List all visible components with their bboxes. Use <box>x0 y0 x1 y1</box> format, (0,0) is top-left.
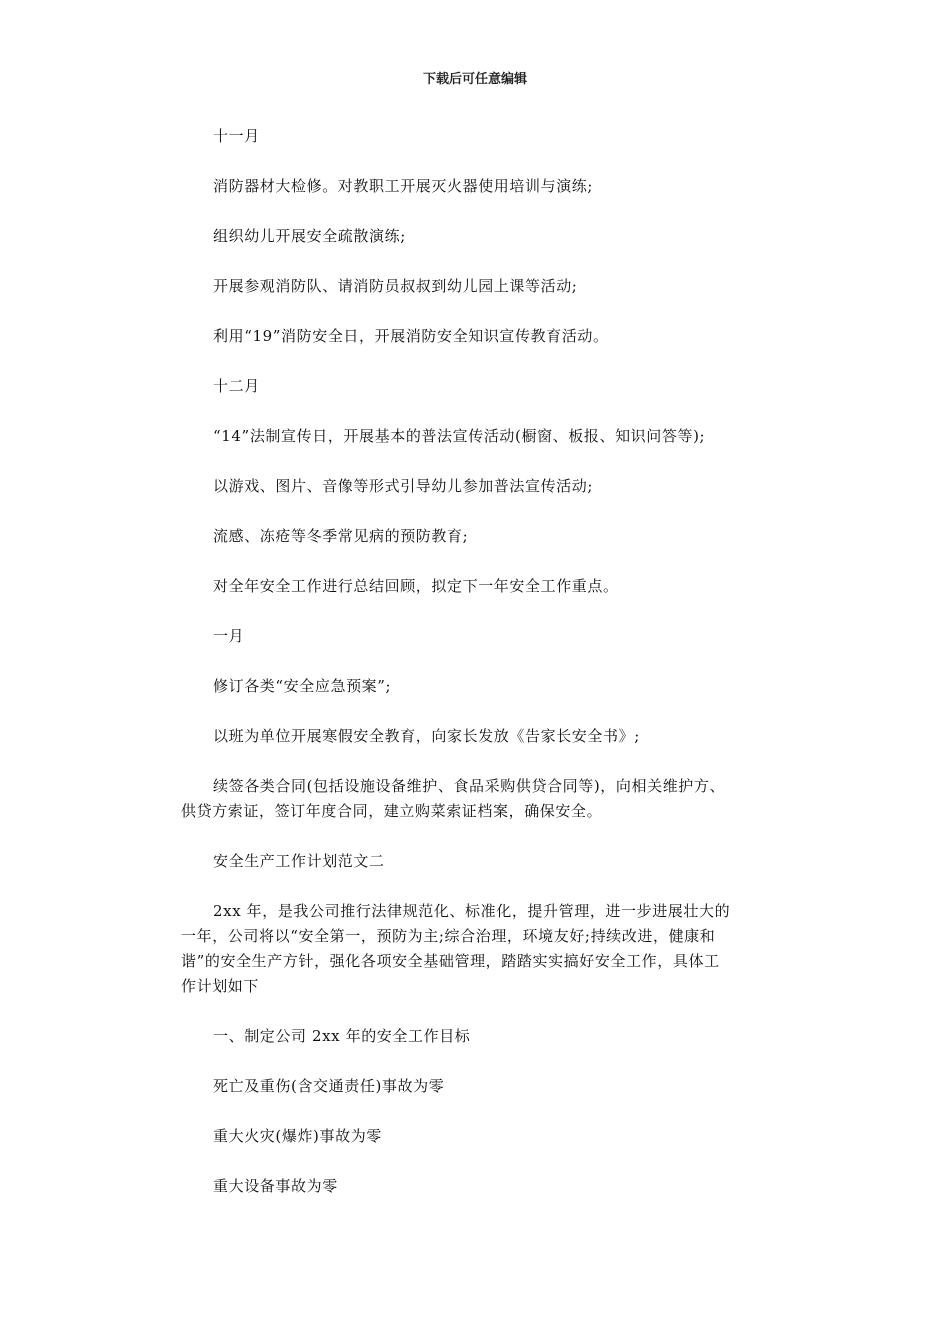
paragraph <box>181 1174 771 1199</box>
paragraph <box>181 524 771 549</box>
paragraph-line: 重大火灾(爆炸)事故为零 <box>213 1127 382 1145</box>
paragraph <box>181 324 771 349</box>
section-title <box>181 849 771 874</box>
paragraph <box>181 474 771 499</box>
paragraph-line: 组织幼儿开展安全疏散演练; <box>213 227 406 245</box>
paragraph-line: 续签各类合同(包括设施设备维护、食品采购供贷合同等)，向相关维护方、 <box>213 777 726 795</box>
paragraph <box>181 624 771 649</box>
paragraph-line: 供贷方索证，签订年度合同，建立购菜索证档案，确保安全。 <box>181 802 603 820</box>
paragraph <box>181 1124 771 1149</box>
paragraph-line: 一、制定公司 2xx 年的安全工作目标 <box>213 1027 471 1045</box>
paragraph-line: 修订各类“安全应急预案”; <box>213 677 392 695</box>
paragraph-line: 谐”的安全生产方针，强化各项安全基础管理，踏踏实实搞好安全工作，具体工 <box>181 952 720 970</box>
paragraph-line: 2xx 年，是我公司推行法律规范化、标准化，提升管理，进一步进展壮大的 <box>213 902 731 920</box>
paragraph <box>181 1024 771 1049</box>
paragraph-line: 十一月 <box>213 127 260 145</box>
paragraph-line: 以班为单位开展寒假安全教育，向家长发放《告家长安全书》; <box>213 727 640 745</box>
paragraph <box>181 1074 771 1099</box>
page-header: 下载后可任意编辑 <box>422 72 527 87</box>
paragraph-line: 消防器材大检修。对教职工开展灭火器使用培训与演练; <box>213 177 594 195</box>
paragraph <box>181 424 771 449</box>
paragraph-line: 一年，公司将以“安全第一，预防为主;综合治理，环境友好;持续改进，健康和 <box>181 927 716 945</box>
paragraph <box>181 224 771 249</box>
paragraph-line: 十二月 <box>213 377 260 395</box>
document-body <box>181 124 771 1224</box>
paragraph-line: 一月 <box>213 627 245 645</box>
paragraph <box>181 674 771 699</box>
paragraph-line: 死亡及重伤(含交通责任)事故为零 <box>213 1077 445 1095</box>
paragraph <box>181 724 771 749</box>
paragraph-line: 重大设备事故为零 <box>213 1177 338 1195</box>
paragraph-line: 安全生产工作计划范文二 <box>213 852 385 870</box>
paragraph <box>181 174 771 199</box>
paragraph <box>181 124 771 149</box>
paragraph-line: 作计划如下 <box>181 977 260 995</box>
paragraph-line: 开展参观消防队、请消防员叔叔到幼儿园上课等活动; <box>213 277 578 295</box>
paragraph-line: 对全年安全工作进行总结回顾，拟定下一年安全工作重点。 <box>213 577 619 595</box>
paragraph <box>181 574 771 599</box>
paragraph-line: 流感、冻疮等冬季常见病的预防教育; <box>213 527 469 545</box>
paragraph-line: “14”法制宣传日，开展基本的普法宣传活动(橱窗、板报、知识问答等); <box>213 427 706 445</box>
paragraph-line: 利用“19”消防安全日，开展消防安全知识宣传教育活动。 <box>213 327 609 345</box>
paragraph <box>181 899 771 999</box>
paragraph <box>181 274 771 299</box>
paragraph <box>181 374 771 399</box>
paragraph-line: 以游戏、图片、音像等形式引导幼儿参加普法宣传活动; <box>213 477 594 495</box>
paragraph <box>181 774 771 824</box>
